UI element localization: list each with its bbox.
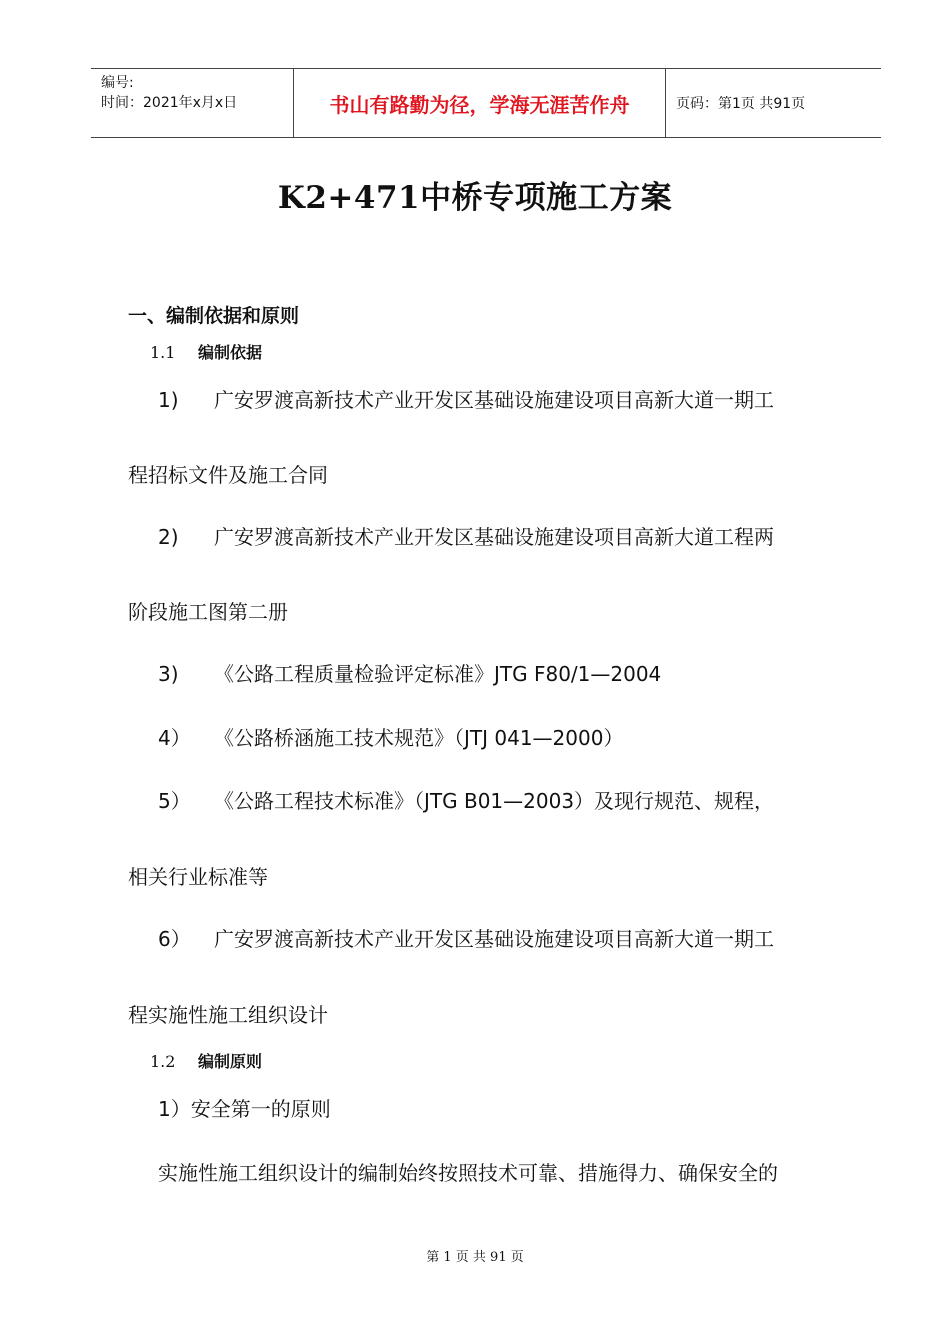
list-item xyxy=(158,785,774,814)
list-item-continuation: 程实施性施工组织设计 xyxy=(128,1003,328,1027)
subsection-number: 1.2 xyxy=(150,1052,176,1071)
list-item xyxy=(158,658,661,687)
page-footer: 第 1 页 共 91 页 xyxy=(426,1250,524,1265)
document-title: K2+471中桥专项施工方案 xyxy=(277,180,673,216)
code-label: 编号: xyxy=(101,75,134,91)
subsection-heading-basis xyxy=(150,340,262,363)
list-item xyxy=(158,521,774,550)
list-item-continuation: 相关行业标准等 xyxy=(128,865,268,889)
section-heading: 一、编制依据和原则 xyxy=(128,305,300,327)
item-number: 6） xyxy=(158,927,191,951)
item-text: 《公路工程质量检验评定标准》JTG F80/1—2004 xyxy=(214,662,662,686)
item-text: 广安罗渡高新技术产业开发区基础设施建设项目高新大道一期工 xyxy=(214,927,774,951)
item-text: 《公路工程技术标准》（JTG B01—2003）及现行规范、规程， xyxy=(214,789,775,813)
item-text: 广安罗渡高新技术产业开发区基础设施建设项目高新大道一期工 xyxy=(214,388,774,412)
principle-heading: 1）安全第一的原则 xyxy=(158,1097,331,1121)
body-paragraph: 实施性施工组织设计的编制始终按照技术可靠、措施得力、确保安全的 xyxy=(158,1161,778,1185)
subsection-heading-principles xyxy=(150,1049,262,1072)
header-motto: 书山有路勤为径，学海无涯苦作舟 xyxy=(293,69,666,137)
item-number: 5） xyxy=(158,789,191,813)
list-item xyxy=(158,722,623,751)
subsection-number: 1.1 xyxy=(150,343,176,362)
list-item-continuation: 程招标文件及施工合同 xyxy=(128,463,328,487)
item-text: 广安罗渡高新技术产业开发区基础设施建设项目高新大道工程两 xyxy=(214,525,774,549)
subsection-label: 编制原则 xyxy=(198,1052,263,1071)
header-table xyxy=(91,68,881,138)
list-item xyxy=(158,923,774,952)
list-item xyxy=(158,384,774,413)
item-number: 1) xyxy=(158,388,179,412)
subsection-label: 编制依据 xyxy=(198,343,263,362)
time-label: 时间：2021年x月x日 xyxy=(101,95,238,111)
item-number: 2) xyxy=(158,525,179,549)
header-page-info: 页码：第1页 共91页 xyxy=(676,96,806,112)
list-item-continuation: 阶段施工图第二册 xyxy=(128,600,288,624)
item-number: 4） xyxy=(158,726,191,750)
header-meta xyxy=(91,69,293,137)
item-text: 《公路桥涵施工技术规范》（JTJ 041—2000） xyxy=(214,726,624,750)
item-number: 3) xyxy=(158,662,179,686)
